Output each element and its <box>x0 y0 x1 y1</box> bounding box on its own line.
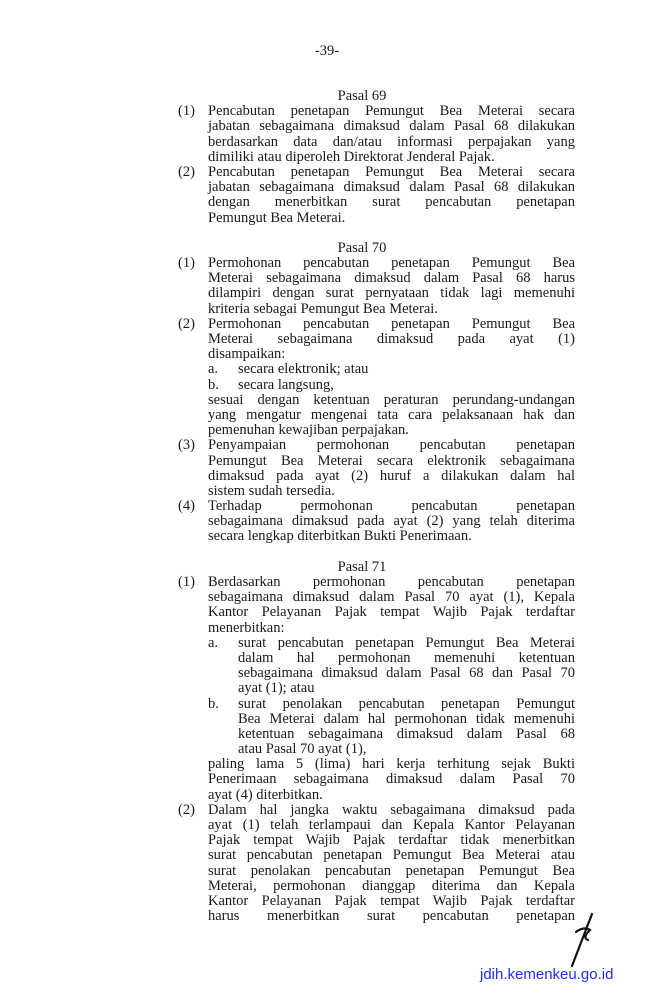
line-text: dengan menerbitkan surat pencabutan penetapan <box>208 194 575 211</box>
text-line <box>0 651 654 666</box>
text-line <box>0 286 654 301</box>
line-text: sebagaimana dimaksud dalam Pasal 70 ayat (1), Kepala <box>208 589 575 606</box>
item-number: (1) <box>178 103 195 120</box>
text-line <box>0 894 654 909</box>
line-text: Meterai sebagaimana dimaksud dalam Pasal 68 harus <box>208 270 575 287</box>
text-line <box>0 772 654 787</box>
line-text: Permohonan pencabutan penetapan Pemungut Bea <box>208 315 575 332</box>
item-number: (2) <box>178 801 195 818</box>
text-line <box>0 302 654 317</box>
text-line <box>0 150 654 165</box>
line-text: ayat (1); atau <box>238 680 315 697</box>
text-line <box>0 879 654 894</box>
line-text: jabatan sebagaimana dimaksud dalam Pasal 68 dilakukan <box>208 118 575 135</box>
item-number: (1) <box>178 255 195 272</box>
text-line <box>0 362 654 377</box>
text-line <box>0 666 654 681</box>
text-line <box>0 256 654 271</box>
text-line <box>0 438 654 453</box>
text-line <box>0 180 654 195</box>
text-line <box>0 864 654 879</box>
subitem-letter: a. <box>208 361 219 378</box>
article-heading: Pasal 71 <box>337 558 387 575</box>
line-text: yang mengatur mengenai tata cara pelaksanaan hak dan <box>208 406 575 423</box>
line-text: surat pencabutan penetapan Pemungut Bea Meterai <box>238 634 575 651</box>
text-line <box>0 529 654 544</box>
text-line <box>0 742 654 757</box>
line-text: secara lengkap diterbitkan Bukti Penerimaan. <box>208 528 472 545</box>
line-text: Pajak tempat Wajib Pajak terdaftar tidak menerbitkan <box>208 832 575 849</box>
text-line <box>0 271 654 286</box>
line-text: dilampiri dengan surat pernyataan tidak lagi memenuhi <box>208 285 575 302</box>
line-text: secara langsung, <box>238 376 334 393</box>
line-text: Kantor Pelayanan Pajak tempat Wajib Pajak terdaftar <box>208 892 575 909</box>
line-text: Penyampaian permohonan pencabutan penetapan <box>208 437 575 454</box>
subitem-letter: a. <box>208 634 219 651</box>
text-line <box>0 727 654 742</box>
spacer <box>0 226 654 241</box>
text-line <box>0 712 654 727</box>
line-text: Pemungut Bea Meterai. <box>208 209 346 226</box>
text-line <box>0 211 654 226</box>
line-text: Meterai sebagaimana dimaksud pada ayat (1) <box>208 331 575 347</box>
text-line <box>0 636 654 651</box>
text-line <box>0 621 654 636</box>
line-text: ketentuan sebagaimana dimaksud dalam Pasal 68 <box>238 725 575 742</box>
line-text: dalam hal permohonan memenuhi ketentuan <box>238 649 575 666</box>
text-line <box>0 757 654 772</box>
line-text: berdasarkan data dan/atau informasi perpajakan yang <box>208 133 575 150</box>
text-line <box>0 393 654 408</box>
line-text: Pemungut Bea Meterai secara elektronik sebagaimana <box>208 452 575 469</box>
text-line <box>0 788 654 803</box>
text-line <box>0 104 654 119</box>
item-number: (2) <box>178 163 195 180</box>
line-text: surat penolakan pencabutan penetapan Pemungut Bea <box>208 862 575 879</box>
text-line <box>0 697 654 712</box>
line-text: paling lama 5 (lima) hari kerja terhitung sejak Bukti <box>208 756 575 773</box>
text-line <box>0 378 654 393</box>
footer-watermark-link[interactable]: jdih.kemenkeu.go.id <box>480 966 614 983</box>
subitem-letter: b. <box>208 376 219 393</box>
item-number: (3) <box>178 437 195 454</box>
line-text: Kantor Pelayanan Pajak tempat Wajib Pajak terdaftar <box>208 604 575 621</box>
line-text: menerbitkan: <box>208 619 285 636</box>
text-line <box>0 681 654 696</box>
line-text: Permohonan pencabutan penetapan Pemungut Bea <box>208 255 575 272</box>
text-line <box>0 195 654 210</box>
text-line <box>0 818 654 833</box>
line-text: disampaikan: <box>208 346 286 363</box>
text-line <box>0 135 654 150</box>
text-line <box>0 499 654 514</box>
line-text: dimiliki atau diperoleh Direktorat Jenderal Pajak. <box>208 148 495 165</box>
line-text: ayat (1) telah terlampaui dan Kepala Kantor Pelayanan <box>208 817 575 833</box>
text-line <box>0 484 654 499</box>
line-text: Pencabutan penetapan Pemungut Bea Meterai secara <box>208 103 575 120</box>
line-text: dimaksud pada ayat (2) huruf a dilakukan dalam hal <box>208 467 575 484</box>
page-number: -39- <box>314 43 340 59</box>
text-line <box>0 848 654 863</box>
line-text: Dalam hal jangka waktu sebagaimana dimaksud pada <box>208 801 575 818</box>
text-line <box>0 408 654 423</box>
subitem-letter: b. <box>208 695 219 712</box>
line-text: sesuai dengan ketentuan peraturan perundang-undangan <box>208 391 575 408</box>
text-line <box>0 833 654 848</box>
line-text: jabatan sebagaimana dimaksud dalam Pasal 68 dilakukan <box>208 179 575 196</box>
line-text: ayat (4) diterbitkan. <box>208 786 323 803</box>
signature-initial <box>568 912 608 968</box>
text-line <box>0 590 654 605</box>
text-line <box>0 347 654 362</box>
line-text: secara elektronik; atau <box>238 361 369 378</box>
text-line <box>0 803 654 818</box>
text-line <box>0 575 654 590</box>
line-text: Bea Meterai dalam hal permohonan tidak memenuhi <box>238 710 575 727</box>
text-line <box>0 423 654 438</box>
spacer <box>0 545 654 560</box>
text-line <box>0 469 654 484</box>
line-text: harus menerbitkan surat pencabutan penetapan <box>208 908 575 925</box>
line-text: Pencabutan penetapan Pemungut Bea Meterai secara <box>208 163 575 180</box>
line-text: Terhadap permohonan pencabutan penetapan <box>208 498 575 515</box>
line-text: atau Pasal 70 ayat (1), <box>238 741 367 758</box>
line-text: surat penolakan pencabutan penetapan Pemungut <box>238 695 575 712</box>
text-line <box>0 317 654 332</box>
line-text: surat pencabutan penetapan Pemungut Bea Meterai atau <box>208 847 575 864</box>
line-text: Meterai, permohonan dianggap diterima dan Kepala <box>208 877 575 894</box>
text-line <box>0 514 654 529</box>
article-heading: Pasal 70 <box>337 239 387 256</box>
line-text: kriteria sebagai Pemungut Bea Meterai. <box>208 300 438 317</box>
document-body <box>0 89 654 924</box>
text-line <box>0 119 654 134</box>
line-text: sistem sudah tersedia. <box>208 482 335 499</box>
text-line <box>0 332 654 347</box>
item-number: (1) <box>178 574 195 590</box>
line-text: sebagaimana dimaksud pada ayat (2) yang telah diterima <box>208 513 575 530</box>
item-number: (2) <box>178 315 195 332</box>
text-line <box>0 165 654 180</box>
article-heading: Pasal 69 <box>337 88 387 104</box>
line-text: Berdasarkan permohonan pencabutan penetapan <box>208 574 575 590</box>
line-text: pemenuhan kewajiban perpajakan. <box>208 422 409 439</box>
line-text: sebagaimana dimaksud dalam Pasal 68 dan Pasal 70 <box>238 665 575 682</box>
line-text: Penerimaan sebagaimana dimaksud dalam Pasal 70 <box>208 771 575 788</box>
text-line <box>0 909 654 924</box>
text-line <box>0 454 654 469</box>
item-number: (4) <box>178 498 195 515</box>
text-line <box>0 605 654 620</box>
